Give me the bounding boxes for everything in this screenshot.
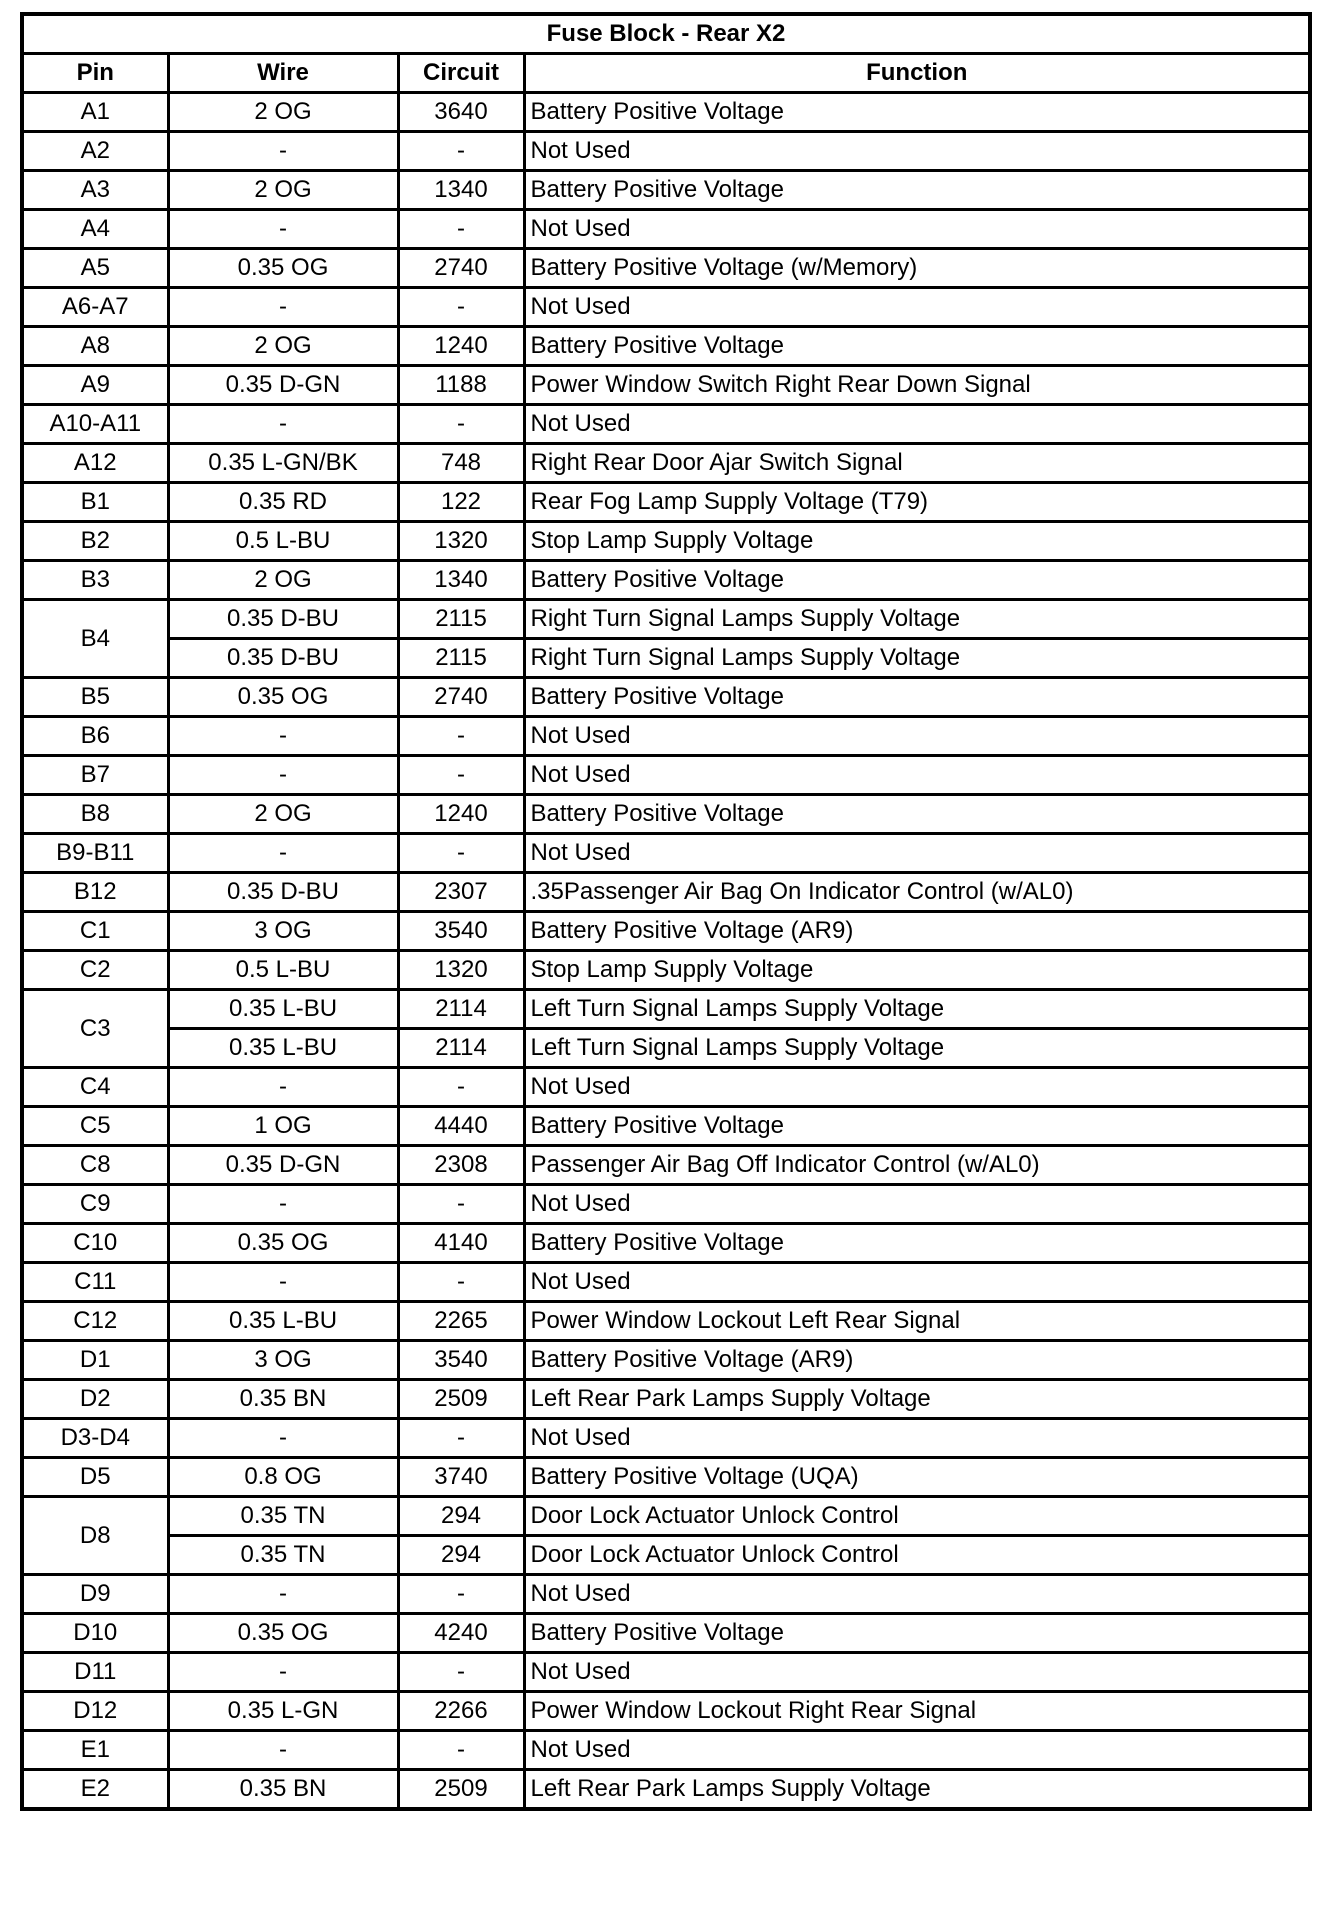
function-cell: Power Window Switch Right Rear Down Signal [524, 366, 1310, 405]
wire-cell: 0.35 RD [168, 483, 398, 522]
header-row [22, 54, 1310, 93]
circuit-cell: 3640 [398, 93, 524, 132]
circuit-cell: - [398, 1185, 524, 1224]
circuit-cell: 3740 [398, 1458, 524, 1497]
circuit-cell: 2740 [398, 678, 524, 717]
function-cell: Battery Positive Voltage [524, 1224, 1310, 1263]
function-cell: Not Used [524, 834, 1310, 873]
circuit-cell: 2740 [398, 249, 524, 288]
table-row [22, 951, 1310, 990]
title-row [22, 14, 1310, 54]
circuit-cell: 2509 [398, 1380, 524, 1419]
wire-cell: 0.35 OG [168, 678, 398, 717]
function-cell: Battery Positive Voltage (AR9) [524, 1341, 1310, 1380]
wire-cell: 0.35 L-BU [168, 990, 398, 1029]
pin-cell: B7 [22, 756, 168, 795]
function-cell: Battery Positive Voltage (AR9) [524, 912, 1310, 951]
circuit-cell: - [398, 132, 524, 171]
wire-cell: - [168, 834, 398, 873]
pin-cell: C3 [22, 990, 168, 1068]
wire-cell: 0.35 L-GN/BK [168, 444, 398, 483]
pin-cell: A10-A11 [22, 405, 168, 444]
circuit-cell: 2114 [398, 1029, 524, 1068]
wire-cell: 0.5 L-BU [168, 522, 398, 561]
wire-cell: 0.35 L-BU [168, 1029, 398, 1068]
function-cell: Battery Positive Voltage [524, 678, 1310, 717]
wire-cell: 1 OG [168, 1107, 398, 1146]
wire-cell: 2 OG [168, 327, 398, 366]
table-row [22, 600, 1310, 639]
table-row [22, 990, 1310, 1029]
wire-cell: - [168, 132, 398, 171]
pin-cell: D3-D4 [22, 1419, 168, 1458]
pin-cell: C9 [22, 1185, 168, 1224]
pin-cell: B3 [22, 561, 168, 600]
table-row [22, 1146, 1310, 1185]
wire-cell: 0.35 TN [168, 1536, 398, 1575]
wire-cell: - [168, 1185, 398, 1224]
circuit-cell: 2509 [398, 1770, 524, 1810]
function-cell: Battery Positive Voltage (w/Memory) [524, 249, 1310, 288]
function-cell: Battery Positive Voltage [524, 93, 1310, 132]
circuit-cell: - [398, 210, 524, 249]
table-row [22, 483, 1310, 522]
function-header: Function [524, 54, 1310, 93]
wire-cell: 0.35 D-BU [168, 600, 398, 639]
wire-cell: 0.35 OG [168, 1614, 398, 1653]
circuit-cell: - [398, 1068, 524, 1107]
function-cell: Battery Positive Voltage [524, 795, 1310, 834]
function-cell: Not Used [524, 405, 1310, 444]
wire-cell: 0.35 L-BU [168, 1302, 398, 1341]
table-row [22, 210, 1310, 249]
pin-cell: E2 [22, 1770, 168, 1810]
wire-cell: 0.35 OG [168, 1224, 398, 1263]
circuit-cell: 4140 [398, 1224, 524, 1263]
circuit-cell: 1320 [398, 522, 524, 561]
circuit-cell: 4240 [398, 1614, 524, 1653]
wire-cell: 0.35 TN [168, 1497, 398, 1536]
pin-cell: A12 [22, 444, 168, 483]
circuit-cell: 2115 [398, 639, 524, 678]
function-cell: Left Rear Park Lamps Supply Voltage [524, 1770, 1310, 1810]
table-row [22, 756, 1310, 795]
table-row [22, 249, 1310, 288]
table-row [22, 522, 1310, 561]
circuit-cell: 2265 [398, 1302, 524, 1341]
table-row [22, 1731, 1310, 1770]
function-cell: Passenger Air Bag Off Indicator Control (w/AL0) [524, 1146, 1310, 1185]
pin-cell: B2 [22, 522, 168, 561]
function-cell: Battery Positive Voltage [524, 327, 1310, 366]
function-cell: Left Turn Signal Lamps Supply Voltage [524, 990, 1310, 1029]
pin-cell: C8 [22, 1146, 168, 1185]
table-row [22, 1380, 1310, 1419]
circuit-header: Circuit [398, 54, 524, 93]
function-cell: Right Rear Door Ajar Switch Signal [524, 444, 1310, 483]
function-cell: Not Used [524, 210, 1310, 249]
table-row [22, 795, 1310, 834]
table-row [22, 93, 1310, 132]
circuit-cell: 122 [398, 483, 524, 522]
circuit-cell: - [398, 1575, 524, 1614]
pin-cell: C11 [22, 1263, 168, 1302]
function-cell: Stop Lamp Supply Voltage [524, 951, 1310, 990]
wire-cell: 0.5 L-BU [168, 951, 398, 990]
circuit-cell: 1320 [398, 951, 524, 990]
circuit-cell: 1240 [398, 327, 524, 366]
wire-cell: 0.35 BN [168, 1380, 398, 1419]
circuit-cell: - [398, 834, 524, 873]
table-row [22, 444, 1310, 483]
pin-cell: C5 [22, 1107, 168, 1146]
function-cell: Not Used [524, 717, 1310, 756]
function-cell: Power Window Lockout Right Rear Signal [524, 1692, 1310, 1731]
circuit-cell: 3540 [398, 912, 524, 951]
wire-cell: - [168, 1575, 398, 1614]
pin-cell: D1 [22, 1341, 168, 1380]
pin-cell: C4 [22, 1068, 168, 1107]
table-row [22, 1263, 1310, 1302]
pin-cell: D5 [22, 1458, 168, 1497]
table-row [22, 717, 1310, 756]
table-row [22, 1536, 1310, 1575]
function-cell: Not Used [524, 756, 1310, 795]
pin-cell: A2 [22, 132, 168, 171]
wire-cell: - [168, 717, 398, 756]
circuit-cell: 748 [398, 444, 524, 483]
function-cell: Left Turn Signal Lamps Supply Voltage [524, 1029, 1310, 1068]
function-cell: Door Lock Actuator Unlock Control [524, 1497, 1310, 1536]
pin-cell: B4 [22, 600, 168, 678]
circuit-cell: - [398, 1419, 524, 1458]
pin-cell: C1 [22, 912, 168, 951]
function-cell: Not Used [524, 1731, 1310, 1770]
function-cell: Battery Positive Voltage [524, 171, 1310, 210]
function-cell: Not Used [524, 1419, 1310, 1458]
wire-cell: 0.35 D-BU [168, 639, 398, 678]
function-cell: Right Turn Signal Lamps Supply Voltage [524, 600, 1310, 639]
wire-cell: - [168, 1263, 398, 1302]
function-cell: Right Turn Signal Lamps Supply Voltage [524, 639, 1310, 678]
wire-cell: 0.35 OG [168, 249, 398, 288]
circuit-cell: - [398, 1263, 524, 1302]
wire-cell: - [168, 288, 398, 327]
pin-cell: B1 [22, 483, 168, 522]
function-cell: Battery Positive Voltage [524, 561, 1310, 600]
connector-pinout-table [20, 12, 1312, 1811]
circuit-cell: 294 [398, 1497, 524, 1536]
circuit-cell: 4440 [398, 1107, 524, 1146]
circuit-cell: 2308 [398, 1146, 524, 1185]
table-row [22, 1302, 1310, 1341]
wire-cell: 0.8 OG [168, 1458, 398, 1497]
circuit-cell: - [398, 1653, 524, 1692]
wire-cell: 0.35 D-GN [168, 1146, 398, 1185]
function-cell: Battery Positive Voltage [524, 1107, 1310, 1146]
table-row [22, 1614, 1310, 1653]
circuit-cell: 2114 [398, 990, 524, 1029]
pin-cell: A9 [22, 366, 168, 405]
function-cell: Battery Positive Voltage [524, 1614, 1310, 1653]
table-row [22, 171, 1310, 210]
wire-cell: - [168, 1419, 398, 1458]
wire-cell: 3 OG [168, 1341, 398, 1380]
table-row [22, 1458, 1310, 1497]
table-row [22, 1224, 1310, 1263]
pin-cell: D8 [22, 1497, 168, 1575]
circuit-cell: 2307 [398, 873, 524, 912]
function-cell: Not Used [524, 132, 1310, 171]
table-row [22, 639, 1310, 678]
function-cell: Power Window Lockout Left Rear Signal [524, 1302, 1310, 1341]
pin-cell: C12 [22, 1302, 168, 1341]
function-cell: Not Used [524, 1653, 1310, 1692]
pin-cell: C10 [22, 1224, 168, 1263]
pin-cell: B9-B11 [22, 834, 168, 873]
wire-cell: - [168, 1731, 398, 1770]
table-row [22, 132, 1310, 171]
table-row [22, 873, 1310, 912]
table-row [22, 1185, 1310, 1224]
pin-cell: A6-A7 [22, 288, 168, 327]
function-cell: Left Rear Park Lamps Supply Voltage [524, 1380, 1310, 1419]
function-cell: Door Lock Actuator Unlock Control [524, 1536, 1310, 1575]
pin-cell: B12 [22, 873, 168, 912]
pin-cell: D2 [22, 1380, 168, 1419]
table-row [22, 1653, 1310, 1692]
circuit-cell: 1188 [398, 366, 524, 405]
function-cell: Not Used [524, 1263, 1310, 1302]
circuit-cell: - [398, 756, 524, 795]
table-body [22, 93, 1310, 1810]
wire-cell: - [168, 210, 398, 249]
wire-cell: 0.35 L-GN [168, 1692, 398, 1731]
table-row [22, 1107, 1310, 1146]
function-cell: Battery Positive Voltage (UQA) [524, 1458, 1310, 1497]
pin-cell: A8 [22, 327, 168, 366]
circuit-cell: 2266 [398, 1692, 524, 1731]
pin-cell: B8 [22, 795, 168, 834]
wire-cell: 0.35 D-GN [168, 366, 398, 405]
circuit-cell: 2115 [398, 600, 524, 639]
wire-cell: 2 OG [168, 795, 398, 834]
table-row [22, 678, 1310, 717]
wire-cell: 2 OG [168, 171, 398, 210]
wire-header: Wire [168, 54, 398, 93]
pin-cell: A5 [22, 249, 168, 288]
circuit-cell: - [398, 717, 524, 756]
circuit-cell: - [398, 1731, 524, 1770]
wire-cell: - [168, 1068, 398, 1107]
table-row [22, 405, 1310, 444]
function-cell: Stop Lamp Supply Voltage [524, 522, 1310, 561]
pin-cell: A3 [22, 171, 168, 210]
wire-cell: 0.35 D-BU [168, 873, 398, 912]
pin-header: Pin [22, 54, 168, 93]
wire-cell: 2 OG [168, 93, 398, 132]
wire-cell: 2 OG [168, 561, 398, 600]
table-row [22, 912, 1310, 951]
function-cell: Not Used [524, 1068, 1310, 1107]
table-row [22, 1419, 1310, 1458]
wire-cell: - [168, 1653, 398, 1692]
pin-cell: A4 [22, 210, 168, 249]
wire-cell: - [168, 405, 398, 444]
pin-cell: D11 [22, 1653, 168, 1692]
table-row [22, 1341, 1310, 1380]
table-row [22, 1575, 1310, 1614]
table-row [22, 288, 1310, 327]
function-cell: Not Used [524, 1575, 1310, 1614]
function-cell: .35Passenger Air Bag On Indicator Control (w/AL0) [524, 873, 1310, 912]
table-row [22, 1497, 1310, 1536]
circuit-cell: 3540 [398, 1341, 524, 1380]
wire-cell: 0.35 BN [168, 1770, 398, 1810]
table-row [22, 1029, 1310, 1068]
wire-cell: - [168, 756, 398, 795]
pin-cell: E1 [22, 1731, 168, 1770]
pin-cell: B5 [22, 678, 168, 717]
circuit-cell: - [398, 288, 524, 327]
table-row [22, 366, 1310, 405]
circuit-cell: - [398, 405, 524, 444]
wire-cell: 3 OG [168, 912, 398, 951]
table-row [22, 1770, 1310, 1810]
pin-cell: C2 [22, 951, 168, 990]
pin-cell: D9 [22, 1575, 168, 1614]
table-title: Fuse Block - Rear X2 [22, 14, 1310, 54]
circuit-cell: 1340 [398, 171, 524, 210]
pin-cell: D10 [22, 1614, 168, 1653]
table-row [22, 561, 1310, 600]
circuit-cell: 1340 [398, 561, 524, 600]
pin-cell: D12 [22, 1692, 168, 1731]
table-row [22, 834, 1310, 873]
circuit-cell: 1240 [398, 795, 524, 834]
pin-cell: B6 [22, 717, 168, 756]
function-cell: Rear Fog Lamp Supply Voltage (T79) [524, 483, 1310, 522]
function-cell: Not Used [524, 1185, 1310, 1224]
table-row [22, 1068, 1310, 1107]
function-cell: Not Used [524, 288, 1310, 327]
circuit-cell: 294 [398, 1536, 524, 1575]
table-row [22, 327, 1310, 366]
table-row [22, 1692, 1310, 1731]
pin-cell: A1 [22, 93, 168, 132]
